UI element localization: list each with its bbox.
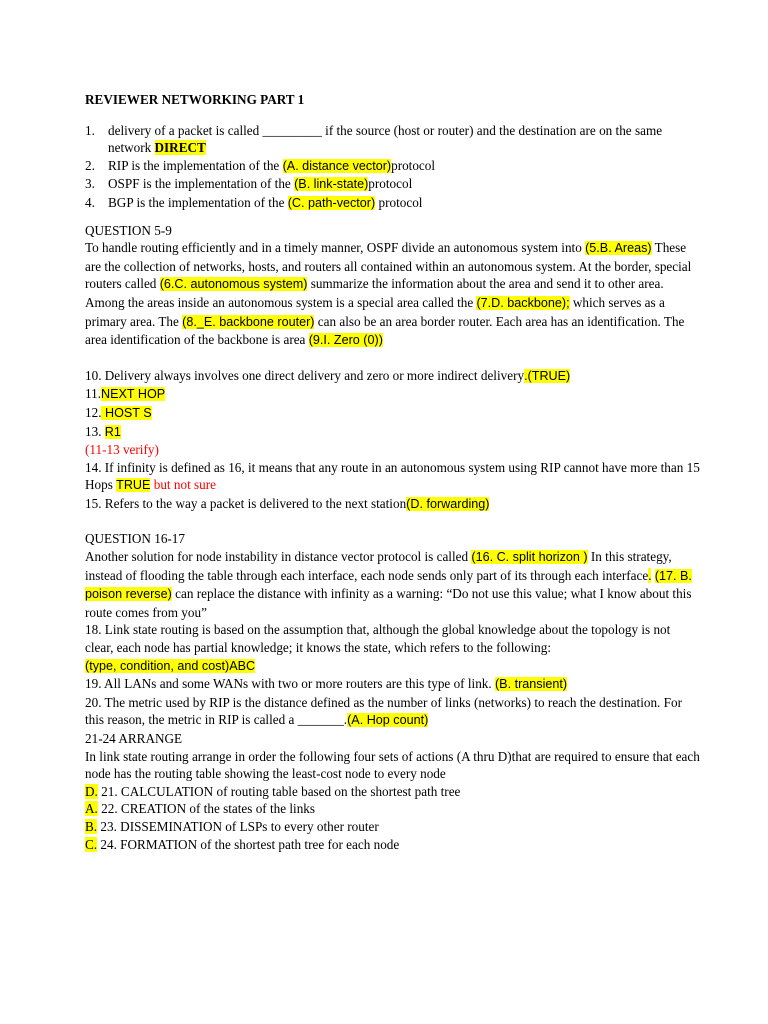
answer-highlight: (5.B. Areas): [585, 241, 652, 256]
question-text: BGP is the implementation of the: [108, 194, 288, 210]
answer-highlight: TRUE: [116, 478, 151, 493]
arrange-step: B. 23. DISSEMINATION of LSPs to every other router: [85, 818, 379, 834]
answer-highlight: (type, condition, and cost)ABC: [85, 658, 256, 673]
question-20: 20. The metric used by RIP is the distance defined as the number of links (networks) to reach the destination. For this reason, the metric in RIP is called a _______.(A. Hop count): [85, 694, 682, 728]
page-title: REVIEWER NETWORKING PART 1: [85, 92, 305, 107]
step-letter: D.: [85, 783, 98, 799]
question-text: RIP is the implementation of the: [108, 157, 283, 173]
section-heading: QUESTION 16-17: [85, 531, 185, 547]
questions-1-4: [85, 122, 700, 213]
verify-note: (11-13 verify): [85, 442, 159, 458]
question-2: [85, 157, 700, 176]
step-letter: C.: [85, 836, 98, 852]
document-content: [85, 91, 700, 853]
answer-highlight: (16. C. split horizon ): [471, 550, 588, 565]
answer-highlight: (9.I. Zero (0)): [308, 333, 383, 348]
answer-18: [85, 657, 700, 676]
spacer: [85, 513, 700, 530]
answer-highlight: (6.C. autonomous system): [159, 277, 308, 292]
step-letter: A.: [85, 801, 98, 817]
answer-highlight: DIRECT: [154, 140, 206, 156]
question-number: 1.: [85, 122, 95, 138]
answer-highlight: (A. Hop count): [347, 713, 429, 728]
question-text: protocol: [375, 194, 423, 210]
question-4: [85, 194, 700, 213]
answer-highlight: (D. forwarding): [406, 496, 490, 511]
question-text: protocol: [391, 157, 436, 173]
question-11: 11.NEXT HOP: [85, 386, 166, 402]
arrange-heading: 21-24 ARRANGE: [85, 731, 183, 746]
step-letter: B.: [85, 818, 98, 834]
question-text: protocol: [368, 176, 413, 192]
answer-highlight: HOST S: [101, 405, 152, 420]
question-14: 14. If infinity is defined as 16, it means that any route in an autonomous system using RIP cannot have more than 15 Hops TRUE but not sure: [85, 459, 700, 493]
question-1: [85, 122, 700, 157]
question-3: [85, 175, 700, 194]
question-number: 2.: [85, 157, 95, 173]
question-12: 12. HOST S: [85, 404, 152, 420]
answer-highlight: NEXT HOP: [101, 387, 166, 402]
uncertain-note: but not sure: [150, 477, 217, 493]
question-13: 13. R1: [85, 423, 121, 439]
question-text: OSPF is the implementation of the: [108, 176, 295, 192]
section-question-5-9: [85, 222, 700, 350]
paragraph: Another solution for node instability in distance vector protocol is called (16. C. split horizon ) In this strategy, instead of flooding the table through each interface, each node sends only part of its through each interface. (17. B. poison reverse) can replace the distance with infinity as a warning: “Do not use this value; what I know about this route comes from you”: [85, 549, 692, 620]
question-number: 4.: [85, 194, 95, 210]
question-19: 19. All LANs and some WANs with two or more routers are this type of link. (B. transient): [85, 676, 568, 692]
answer-highlight: (7.D. backbone);: [476, 295, 570, 310]
arrange-step: A. 22. CREATION of the states of the links: [85, 801, 316, 817]
section-questions-10-15: [85, 367, 700, 514]
arrange-step: C. 24. FORMATION of the shortest path tree for each node: [85, 836, 400, 852]
answer-highlight: .(TRUE): [524, 368, 571, 383]
question-15: 15. Refers to the way a packet is delivered to the next station(D. forwarding): [85, 495, 490, 511]
section-question-16-24: [85, 530, 700, 853]
spacer: [85, 350, 700, 367]
answer-highlight: .: [648, 567, 652, 583]
section-heading: QUESTION 5-9: [85, 222, 172, 238]
question-18: 18. Link state routing is based on the assumption that, although the global knowledge about the topology is not clear, each node has partial knowledge; it knows the state, which refers to the following:: [85, 622, 671, 656]
arrange-instructions: In link state routing arrange in order the following four sets of actions (A thru D)that are required to ensure that each node has the routing table showing the least-cost node to every node: [85, 748, 700, 782]
answer-highlight: (8._E. backbone router): [182, 314, 315, 329]
answer-highlight: R1: [104, 424, 121, 439]
answer-highlight: (B. link-state): [294, 177, 369, 192]
paragraph: To handle routing efficiently and in a timely manner, OSPF divide an autonomous system into (5.B. Areas) These are the collection of networks, hosts, and routers all contained within an autonomous system. At the border, special routers called (6.C. autonomous system) summarize the information about the area and send it to other area. Among the areas inside an autonomous system is a special area called the (7.D. backbone); which serves as a primary area. The (8._E. backbone router) can also be an area border router. Each area has an identification. The area identification of the backbone is area (9.I. Zero (0)): [85, 240, 692, 348]
question-number: 3.: [85, 176, 95, 192]
answer-highlight: (C. path-vector): [287, 195, 376, 210]
question-10: 10. Delivery always involves one direct delivery and zero or more indirect delivery.(TRUE): [85, 367, 571, 383]
arrange-step: D. 21. CALCULATION of routing table based on the shortest path tree: [85, 783, 461, 799]
question-text: delivery of a packet is called _________ if the source (host or router) and the destination are on the same network: [108, 122, 663, 156]
answer-highlight: (A. distance vector): [282, 158, 392, 173]
answer-highlight: (B. transient): [494, 677, 568, 692]
answer-highlight: (17. B. poison reverse): [85, 568, 692, 602]
